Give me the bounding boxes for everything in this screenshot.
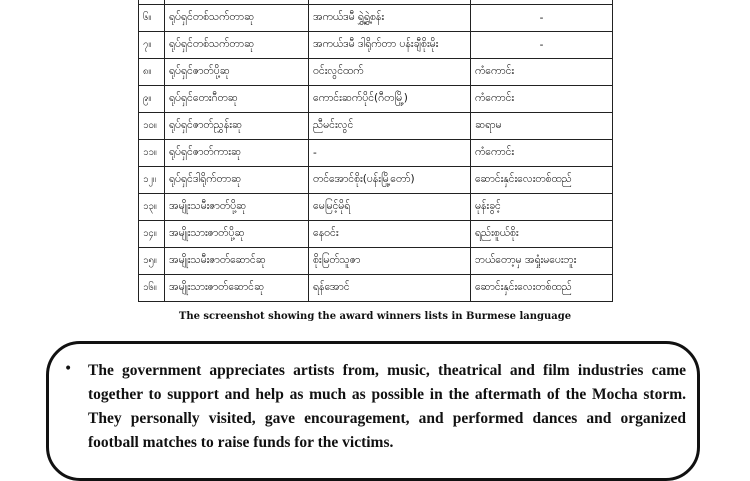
award-category: အမျိုးသားဇာတ်ပို့ဆု (165, 221, 309, 248)
winner-name: ညီမင်းလွင် (309, 113, 471, 140)
bullet-text: The government appreciates artists from, music, theatrical and film industries came together to support and help as much as possible in the aftermath of the Mocha storm. They personally visited, gave encouragement, and performed dances and organized football matches to raise funds for the victims. (88, 362, 686, 451)
winner-name: ရန်အောင် (309, 275, 471, 302)
row-number: ၉။ (139, 86, 165, 113)
film-title: ဘယ်တော့မှ အရှုံးမပေးဘူး (471, 248, 613, 275)
award-category: ရုပ်ရှင်တစ်သက်တာဆု (165, 5, 309, 32)
award-category: အမျိုးသားဇာတ်ဆောင်ဆု (165, 275, 309, 302)
row-number: ၁၄။ (139, 221, 165, 248)
row-number: ၁၃။ (139, 194, 165, 221)
winner-name: ဝင်းလွင်ထက် (309, 59, 471, 86)
winner-name: စိုးမြတ်သူဇာ (309, 248, 471, 275)
film-title: ရည်းစူယ်စိုး (471, 221, 613, 248)
award-category: ရုပ်ရှင်ဒါရိုက်တာဆု (165, 167, 309, 194)
callout-bullet (64, 359, 686, 455)
table-row (139, 248, 613, 275)
table-row (139, 59, 613, 86)
row-number: ၁၀။ (139, 113, 165, 140)
film-title: ဆောင်းနှင်းလေးတစ်ထည် (471, 167, 613, 194)
winner-name: မေမြင့်မိုရ် (309, 194, 471, 221)
bullet-dot-icon: • (64, 361, 73, 377)
award-category: အမျိုးသမီးဇာတ်ပို့ဆု (165, 194, 309, 221)
winner-name: အကယ်ဒမီ ရွှဲ့ရွှဲ့စန်း (309, 5, 471, 32)
film-title: ကံကောင်း (471, 59, 613, 86)
winner-name: အကယ်ဒမီ ဒါရိုက်တာ ပန်းချီစိုးမိုး (309, 32, 471, 59)
table-row (139, 194, 613, 221)
film-title: မုန်းခွင့် (471, 194, 613, 221)
winner-name: ကောင်းဆက်ပိုင်(ဂီတမြို့) (309, 86, 471, 113)
table-row (139, 86, 613, 113)
winner-name: နေဝင်း (309, 221, 471, 248)
table-row (139, 167, 613, 194)
award-category: ရုပ်ရှင်တစ်သက်တာဆု (165, 32, 309, 59)
table-row (139, 5, 613, 32)
award-rows (139, 0, 613, 302)
award-winners-table (138, 0, 613, 302)
film-title: ကံကောင်း (471, 86, 613, 113)
winner-name: - (309, 140, 471, 167)
row-number: ၆။ (139, 5, 165, 32)
table-row (139, 275, 613, 302)
row-number: ၁၁။ (139, 140, 165, 167)
table-row (139, 221, 613, 248)
row-number: ၈။ (139, 59, 165, 86)
row-number: ၁၅။ (139, 248, 165, 275)
award-category: ရုပ်ရှင်ဇာတ်ညွှန်းဆု (165, 113, 309, 140)
callout-bullet-list (64, 359, 686, 455)
table-row (139, 113, 613, 140)
award-category: ရုပ်ရှင်တေးဂီတဆု (165, 86, 309, 113)
film-title: - (471, 32, 613, 59)
film-title: ဆောင်းနှင်းလေးတစ်ထည် (471, 275, 613, 302)
row-number: ၁၂။ (139, 167, 165, 194)
film-title: ကံကောင်း (471, 140, 613, 167)
film-title: ဆရာမ (471, 113, 613, 140)
winner-name: တင်အောင်စိုး(ပန်းမြို့တော်) (309, 167, 471, 194)
award-category: ရုပ်ရှင်ဇာတ်ပို့ဆု (165, 59, 309, 86)
table-caption: The screenshot showing the award winners lists in Burmese language (178, 311, 572, 322)
table-row (139, 32, 613, 59)
film-title: - (471, 5, 613, 32)
award-category: အမျိုးသမီးဇာတ်ဆောင်ဆု (165, 248, 309, 275)
table-row (139, 140, 613, 167)
row-number: ၇။ (139, 32, 165, 59)
award-category: ရုပ်ရှင်ဇာတ်ကားဆု (165, 140, 309, 167)
row-number: ၁၆။ (139, 275, 165, 302)
